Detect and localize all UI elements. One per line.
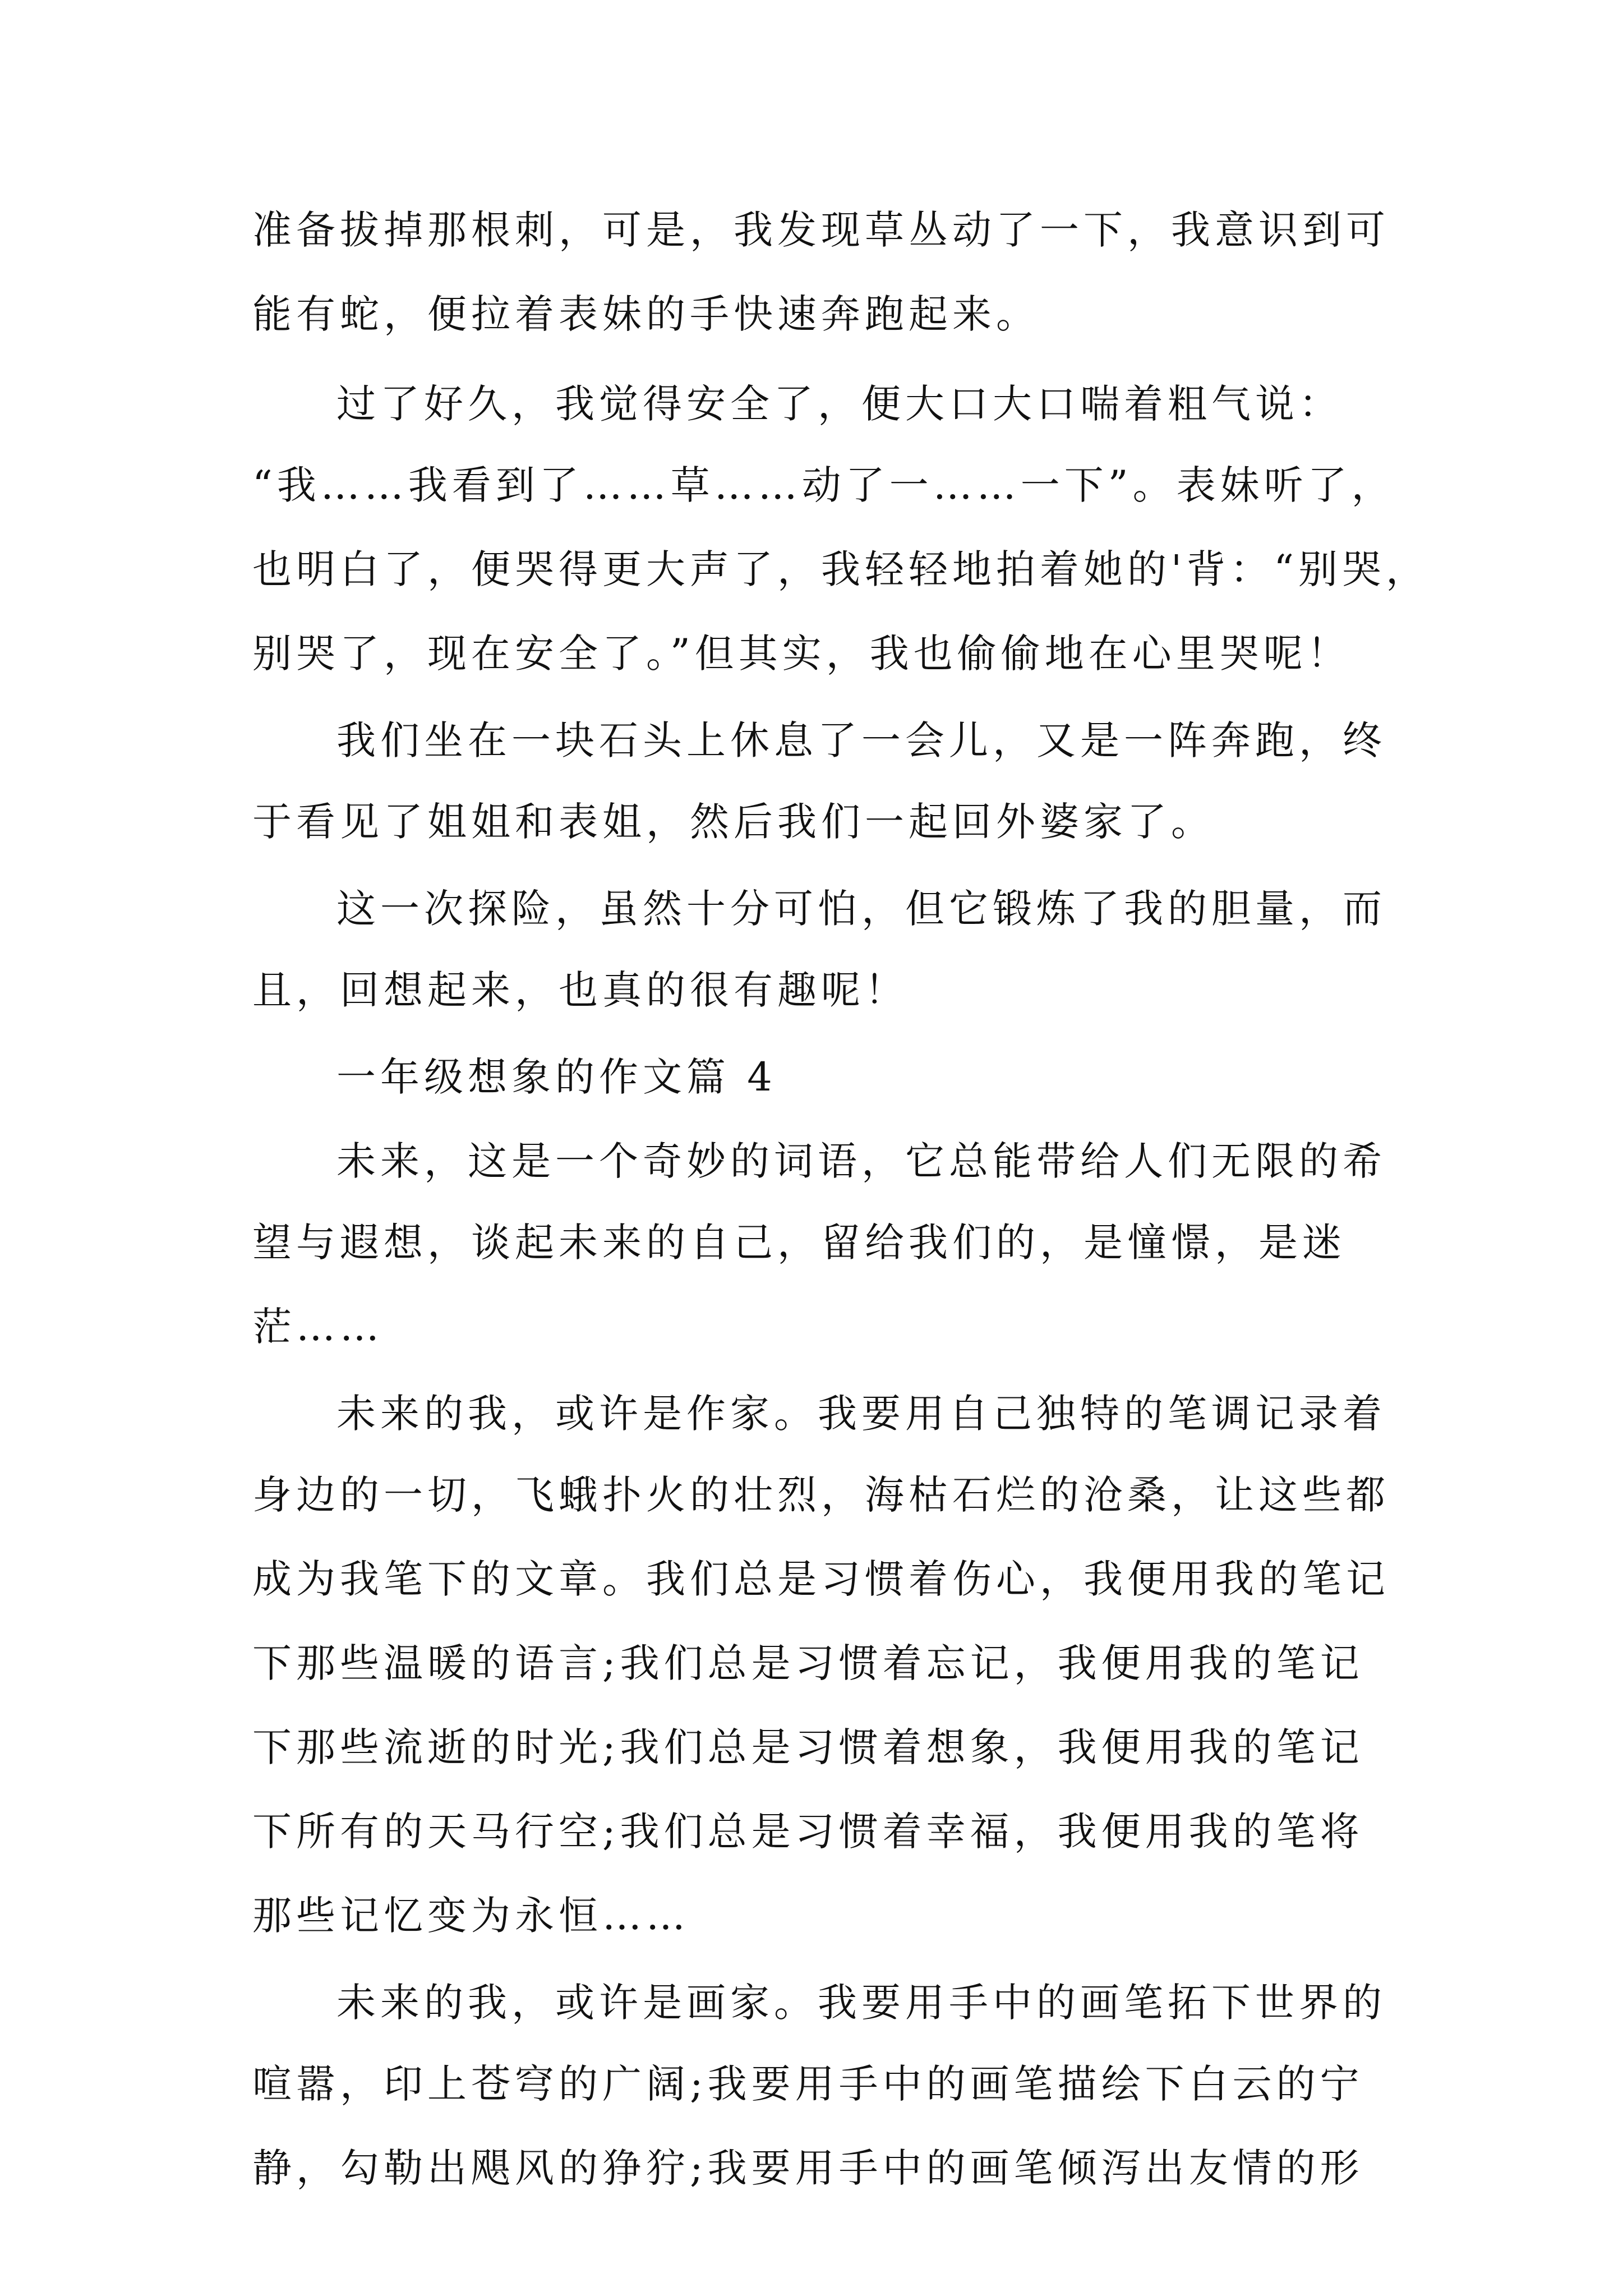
text-line: 成为我笔下的文章。我们总是习惯着伤心，我便用我的笔记 [252,1556,1390,1602]
text-line: 那些记忆变为永恒…… [252,1893,690,1939]
text-line: 身边的一切，飞蛾扑火的壮烈，海枯石烂的沧桑，让这些都 [252,1472,1390,1518]
text-line: 能有蛇，便拉着表妹的手快速奔跑起来。 [252,291,1040,337]
text-line: 且，回想起来，也真的很有趣呢！ [252,967,909,1013]
text-line: “我……我看到了……草……动了一……一下”。表妹听了， [252,462,1395,508]
text-line: 下所有的天马行空;我们总是习惯着幸福，我便用我的笔将 [252,1809,1364,1855]
text-line: 喧嚣，印上苍穹的广阔;我要用手中的画笔描绘下白云的宁 [252,2061,1364,2107]
text-line: 下那些流逝的时光;我们总是习惯着想象，我便用我的笔记 [252,1724,1364,1770]
text-line: 别哭了，现在安全了。”但其实，我也偷偷地在心里哭呢！ [252,631,1351,677]
text-line: 未来，这是一个奇妙的词语，它总能带给人们无限的希 [336,1138,1386,1184]
section-heading: 一年级想象的作文篇 4 [336,1054,777,1100]
text-line: 未来的我，或许是作家。我要用自己独特的笔调记录着 [336,1391,1386,1437]
text-line: 我们坐在一块石头上休息了一会儿，又是一阵奔跑，终 [336,717,1386,763]
text-line: 下那些温暖的语言;我们总是习惯着忘记，我便用我的笔记 [252,1640,1364,1686]
text-line: 于看见了姐姐和表姐，然后我们一起回外婆家了。 [252,799,1215,845]
text-line: 未来的我，或许是画家。我要用手中的画笔拓下世界的 [336,1980,1386,2026]
text-line: 茫…… [252,1304,384,1350]
text-line: 这一次探险，虽然十分可怕，但它锻炼了我的胆量，而 [336,886,1386,932]
text-line: 准备拔掉那根刺，可是，我发现草丛动了一下，我意识到可 [252,207,1390,253]
text-line: 望与遐想，谈起未来的自己，留给我们的，是憧憬，是迷 [252,1220,1346,1266]
text-line: 过了好久，我觉得安全了，便大口大口喘着粗气说： [336,381,1343,427]
text-line: 也明白了，便哭得更大声了，我轻轻地拍着她的'背：“别哭， [252,546,1430,592]
text-line: 静，勾勒出飓风的狰狞;我要用手中的画笔倾泻出友情的形 [252,2145,1364,2191]
